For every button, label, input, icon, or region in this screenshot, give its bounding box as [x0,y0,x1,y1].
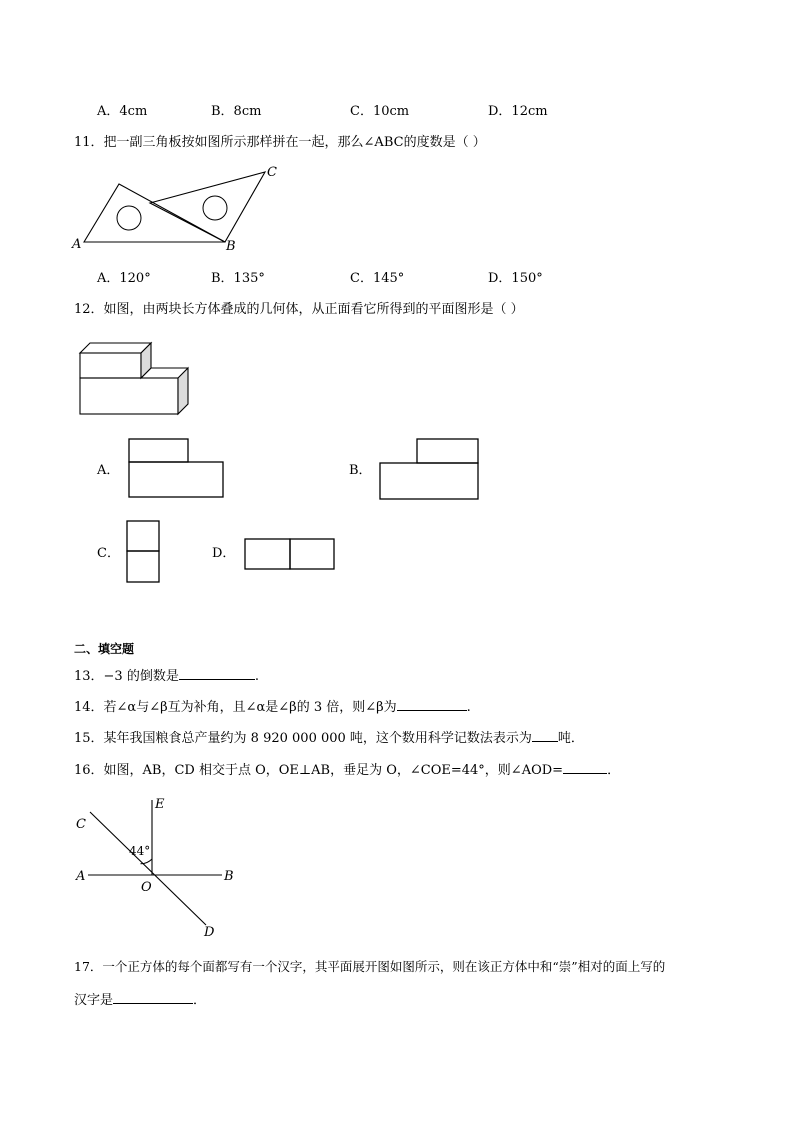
q16-tail: ． [607,763,621,778]
q14 [74,697,471,716]
q10-option-d: D．12cm [488,104,548,119]
q16-label-e: E [155,797,165,812]
q11-option-d: D．150° [488,271,543,286]
q11-option-a: A．120° [97,271,151,286]
section-title: 二、填空题 [74,642,135,656]
q16-label-b: B [224,869,234,884]
q12-solid-figure [78,340,198,418]
q11-label-a: A [72,237,82,252]
q14-stem: 14．若∠α与∠β互为补角，且∠α是∠β的 3 倍，则∠β为 [74,700,397,715]
q16-stem: 16．如图，AB，CD 相交于点 O，OE⊥AB，垂足为 O，∠COE=44°，则∠AOD= [74,763,564,778]
q16-label-c: C [76,817,86,832]
q17-tail: ． [193,993,207,1008]
q17-line2 [74,990,206,1009]
q16-label-o: O [141,880,152,895]
q12-option-c-figure [125,519,163,585]
q13-stem: 13．−3 的倒数是 [74,669,179,684]
q17-answer-blank[interactable] [113,990,193,1004]
q12-option-d-letter: D． [212,546,236,561]
q11-label-c: C [267,165,277,180]
q12-option-a-figure [127,437,227,501]
q16-angle-label: 44° [129,844,151,858]
q11-option-c: C．145° [350,271,405,286]
q17-stem: 汉字是 [74,993,114,1008]
q16-intersecting-lines-figure [72,792,242,938]
q16-label-a: A [76,869,86,884]
q16-label-d: D [204,925,215,938]
q16 [74,760,620,779]
q15 [74,728,584,747]
q12-option-c-letter: C． [97,546,120,561]
q15-tail: 吨． [557,731,584,746]
q11-label-b: B [226,239,236,254]
q11-triangles-figure [68,160,288,255]
q11-option-b: B．135° [211,271,265,286]
q12-option-d-figure [243,537,337,573]
q10-option-b: B．8cm [211,104,262,119]
q12-option-b-figure [378,437,482,503]
q12-stem: 12．如图，由两块长方体叠成的几何体，从正面看它所得到的平面图形是（ ） [74,302,524,317]
q15-stem: 15．某年我国粮食总产量约为 8 920 000 000 吨，这个数用科学记数法表示为 [74,731,532,746]
q17-line1: 17．一个正方体的每个面都写有一个汉字，其平面展开图如图所示，则在该正方体中和“崇”相对的面上写的 [74,959,666,974]
q12-option-a-letter: A． [97,463,120,478]
q13-tail: . [254,669,259,684]
q15-answer-blank[interactable] [532,728,558,742]
q14-tail: . [466,700,471,715]
q13-answer-blank[interactable] [179,666,255,680]
q10-option-c: C．10cm [350,104,410,119]
q12-option-b-letter: B． [349,463,372,478]
q14-answer-blank[interactable] [397,697,467,711]
q11-stem: 11．把一副三角板按如图所示那样拼在一起，那么∠ABC的度数是（ ） [74,135,486,150]
q10-option-a: A．4cm [97,104,148,119]
q16-answer-blank[interactable] [563,760,607,774]
q13 [74,666,259,685]
